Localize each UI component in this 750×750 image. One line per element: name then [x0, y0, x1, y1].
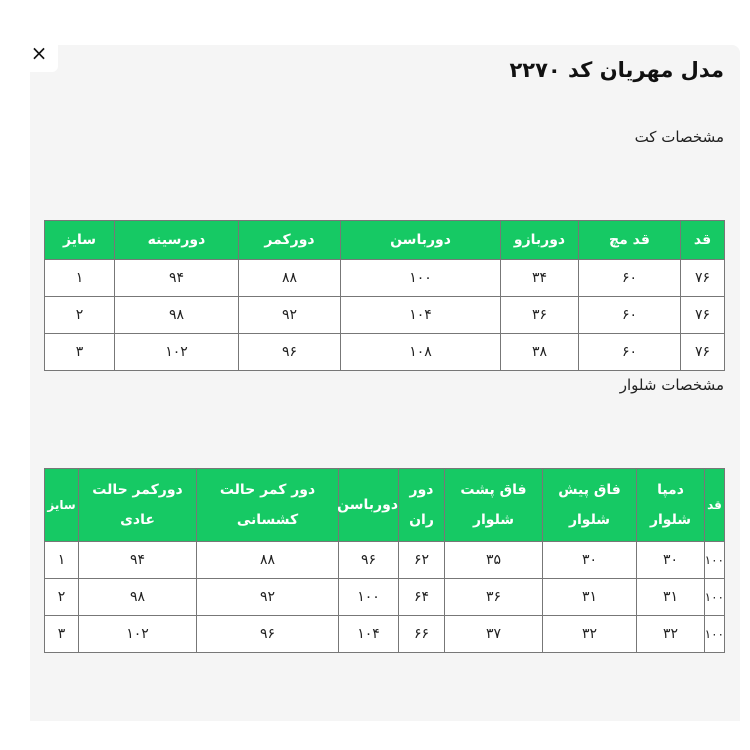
table-cell: ۱۰۴ — [339, 616, 399, 653]
jacket-size-table — [44, 220, 725, 371]
table-cell: ۱۰۲ — [115, 334, 239, 371]
table-cell: ۳۰ — [637, 542, 705, 579]
table-cell: ۸۸ — [239, 260, 341, 297]
table-cell: ۱۰۴ — [341, 297, 501, 334]
table-cell: ۶۰ — [579, 260, 681, 297]
table-cell: ۶۰ — [579, 334, 681, 371]
table-cell: ۹۶ — [197, 616, 339, 653]
column-header: دمپا شلوار — [637, 469, 705, 542]
table-cell: ۹۶ — [239, 334, 341, 371]
table-cell: ۳۶ — [501, 297, 579, 334]
column-header: فاق پیش شلوار — [543, 469, 637, 542]
table-cell: ۶۰ — [579, 297, 681, 334]
table-row — [45, 297, 725, 334]
table-cell: ۳۲ — [543, 616, 637, 653]
column-header: قد — [681, 221, 725, 260]
column-header: دورباسن — [341, 221, 501, 260]
column-header: قد مچ — [579, 221, 681, 260]
table-cell: ۱۰۲ — [79, 616, 197, 653]
table-cell: ۳۱ — [637, 579, 705, 616]
table-cell: ۳۵ — [445, 542, 543, 579]
table-cell: ۳۷ — [445, 616, 543, 653]
column-header: دور کمر حالت کشسانی — [197, 469, 339, 542]
table-cell: ۷۶ — [681, 334, 725, 371]
table-cell: ۱ — [45, 260, 115, 297]
jacket-section-label: مشخصات کت — [634, 128, 724, 146]
column-header: دور ران — [399, 469, 445, 542]
column-header: دورسینه — [115, 221, 239, 260]
table-row — [45, 334, 725, 371]
table-cell: ۹۲ — [239, 297, 341, 334]
close-button[interactable]: × — [30, 41, 48, 65]
table-row — [45, 616, 725, 653]
column-header: دوربازو — [501, 221, 579, 260]
table-cell: ۳۲ — [637, 616, 705, 653]
column-header: سایز — [45, 221, 115, 260]
dialog-title: مدل مهریان کد ۲۲۷۰ — [509, 58, 724, 82]
table-cell: ۳ — [45, 334, 115, 371]
table-cell: ۷۶ — [681, 297, 725, 334]
table-header-row — [45, 469, 725, 542]
table-cell: ۳۱ — [543, 579, 637, 616]
table-cell: ۹۶ — [339, 542, 399, 579]
table-cell: ۲ — [45, 579, 79, 616]
table-cell: ۱۰۰ — [339, 579, 399, 616]
table-cell: ۱۰۸ — [341, 334, 501, 371]
table-cell: ۱۰۰ — [705, 616, 725, 653]
table-cell: ۳۰ — [543, 542, 637, 579]
pants-section-label: مشخصات شلوار — [619, 376, 724, 394]
table-cell: ۳۶ — [445, 579, 543, 616]
table-row — [45, 579, 725, 616]
table-cell: ۷۶ — [681, 260, 725, 297]
table-cell: ۹۸ — [115, 297, 239, 334]
column-header: سایز — [45, 469, 79, 542]
table-header-row — [45, 221, 725, 260]
table-cell: ۶۴ — [399, 579, 445, 616]
column-header: دورکمر — [239, 221, 341, 260]
table-cell: ۳۴ — [501, 260, 579, 297]
column-header: دورباسن — [339, 469, 399, 542]
table-cell: ۶۲ — [399, 542, 445, 579]
table-cell: ۹۸ — [79, 579, 197, 616]
table-cell: ۱۰۰ — [341, 260, 501, 297]
table-row — [45, 542, 725, 579]
table-cell: ۹۲ — [197, 579, 339, 616]
column-header: قد — [705, 469, 725, 542]
table-cell: ۶۶ — [399, 616, 445, 653]
table-cell: ۳ — [45, 616, 79, 653]
table-row — [45, 260, 725, 297]
column-header: دورکمر حالت عادی — [79, 469, 197, 542]
table-cell: ۹۴ — [115, 260, 239, 297]
pants-size-table — [44, 468, 725, 653]
table-cell: ۱۰۰ — [705, 579, 725, 616]
column-header: فاق پشت شلوار — [445, 469, 543, 542]
table-cell: ۲ — [45, 297, 115, 334]
table-cell: ۱۰۰ — [705, 542, 725, 579]
table-cell: ۸۸ — [197, 542, 339, 579]
table-cell: ۱ — [45, 542, 79, 579]
table-cell: ۹۴ — [79, 542, 197, 579]
table-cell: ۳۸ — [501, 334, 579, 371]
